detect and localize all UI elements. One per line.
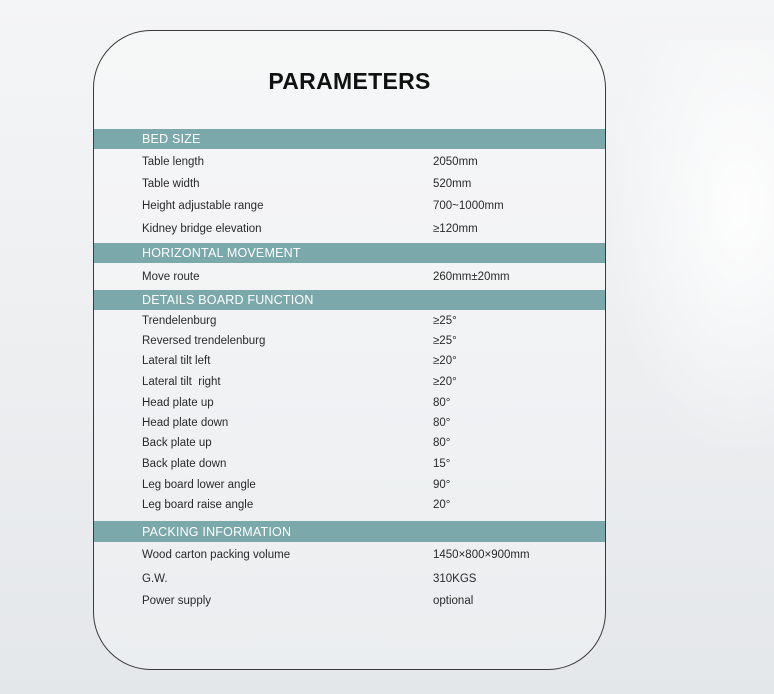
section-header-bed-size: BED SIZE	[94, 129, 605, 149]
row-label: Height adjustable range	[142, 200, 264, 212]
row-label: Wood carton packing volume	[142, 549, 291, 561]
row-value: 2050mm	[433, 156, 478, 168]
row-value: ≥25°	[433, 335, 457, 347]
table-row	[94, 570, 605, 588]
row-value: 1450×800×900mm	[433, 549, 530, 561]
row-label: Table length	[142, 156, 205, 168]
table-row	[94, 373, 605, 391]
table-row	[94, 175, 605, 193]
row-value: 80°	[433, 437, 451, 449]
table-row	[94, 592, 605, 610]
row-label: Leg board lower angle	[142, 479, 256, 491]
background-sheen	[604, 40, 774, 460]
row-value: ≥20°	[433, 376, 457, 388]
table-row	[94, 352, 605, 370]
row-label: Table width	[142, 178, 200, 190]
parameters-card	[93, 30, 606, 670]
section-header-packing-information: PACKING INFORMATION	[94, 521, 605, 542]
row-label: Back plate up	[142, 437, 212, 449]
row-label: Reversed trendelenburg	[142, 335, 266, 347]
row-value: 520mm	[433, 178, 472, 190]
table-row	[94, 197, 605, 215]
row-value: 15°	[433, 458, 451, 470]
table-row	[94, 496, 605, 514]
row-label: Lateral tilt left	[142, 355, 211, 367]
row-label: G.W.	[142, 573, 168, 585]
row-value: 90°	[433, 479, 451, 491]
row-label: Kidney bridge elevation	[142, 223, 262, 235]
row-value: optional	[433, 595, 474, 607]
row-value: 20°	[433, 499, 451, 511]
table-row	[94, 332, 605, 350]
row-label: Head plate down	[142, 417, 229, 429]
row-label: Head plate up	[142, 397, 214, 409]
row-label: Power supply	[142, 595, 212, 607]
row-value: 260mm±20mm	[433, 271, 510, 283]
section-header-horizontal-movement: HORIZONTAL MOVEMENT	[94, 243, 605, 263]
row-value: ≥20°	[433, 355, 457, 367]
page-title: PARAMETERS	[268, 68, 431, 94]
table-row	[94, 312, 605, 330]
row-value: ≥25°	[433, 315, 457, 327]
table-row	[94, 455, 605, 473]
table-row	[94, 546, 605, 564]
table-row	[94, 434, 605, 452]
table-row	[94, 414, 605, 432]
row-label: Lateral tilt right	[142, 376, 221, 388]
row-label: Move route	[142, 271, 200, 283]
table-row	[94, 220, 605, 238]
table-row	[94, 476, 605, 494]
section-header-details-board-function: DETAILS BOARD FUNCTION	[94, 290, 605, 310]
row-value: 80°	[433, 417, 451, 429]
row-value: 80°	[433, 397, 451, 409]
row-value: 310KGS	[433, 573, 477, 585]
table-row	[94, 153, 605, 171]
table-row	[94, 394, 605, 412]
row-label: Leg board raise angle	[142, 499, 254, 511]
row-label: Back plate down	[142, 458, 227, 470]
table-row	[94, 268, 605, 286]
row-label: Trendelenburg	[142, 315, 217, 327]
row-value: ≥120mm	[433, 223, 478, 235]
row-value: 700~1000mm	[433, 200, 504, 212]
